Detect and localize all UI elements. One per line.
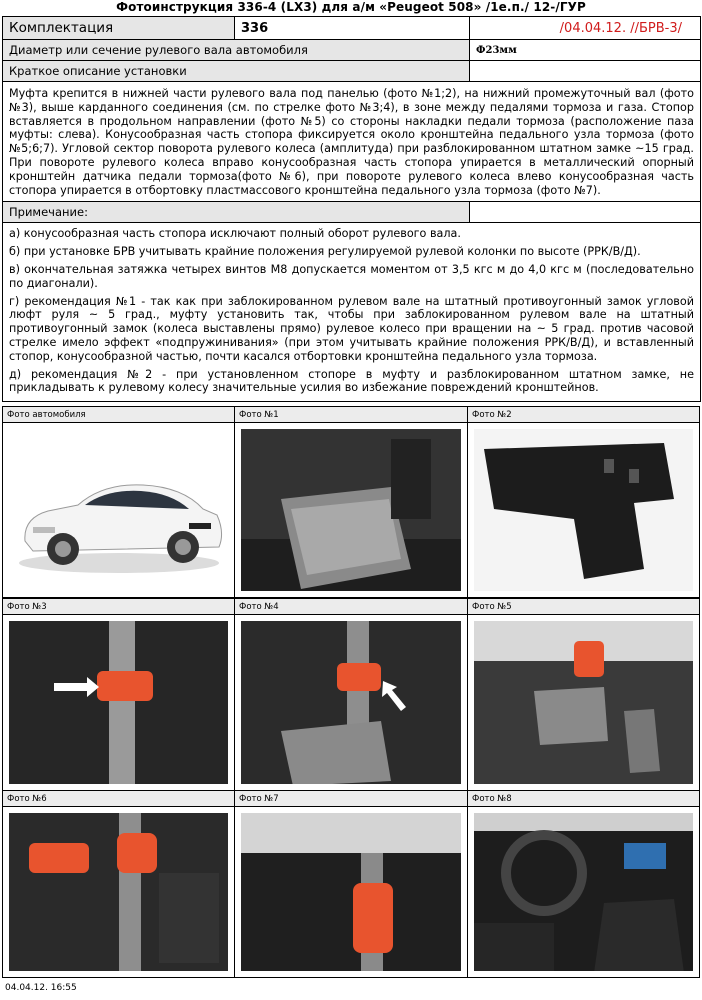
- caption-photo-2: Фото №2: [467, 406, 700, 423]
- stopper-image-7: [241, 813, 461, 971]
- caption-photo-7: Фото №7: [234, 790, 468, 807]
- note-b: б) при установке БРВ учитывать крайние положения регулируемой рулевой колонки по высоте (РРК/В/Д).: [9, 245, 641, 259]
- photo-car: [2, 422, 235, 598]
- shaft-image-4: [241, 621, 461, 784]
- note-a: а) конусообразная часть стопора исключают полный оборот рулевого вала.: [9, 227, 461, 241]
- photo-2: [467, 422, 700, 598]
- caption-car: Фото автомобиля: [2, 406, 235, 423]
- interior-image-8: [474, 813, 693, 971]
- photo-1: [234, 422, 468, 598]
- photo-3: [2, 614, 235, 791]
- car-image: [3, 423, 234, 597]
- caption-photo-6: Фото №6: [2, 790, 235, 807]
- notes-label: Примечание:: [3, 202, 470, 223]
- note-c: в) окончательная затяжка четырех винтов М8 допускается моментом от 3,5 кгс м до 4,0 кгс м (последовательно по диагонали).: [9, 262, 694, 290]
- document-title: Фотоинструкция 336-4 (LX3) для а/м «Peugeot 508» /1е.п./ 12-/ГУР: [116, 0, 586, 14]
- stopper-image-6: [9, 813, 228, 971]
- caption-photo-8: Фото №8: [467, 790, 700, 807]
- photo-8: [467, 806, 700, 978]
- photo-7: [234, 806, 468, 978]
- photo-4: [234, 614, 468, 791]
- photo-6: [2, 806, 235, 978]
- config-value: 336: [235, 17, 470, 40]
- footer-timestamp: 04.04.12. 16:55: [5, 983, 77, 993]
- shaft-image-3: [9, 621, 228, 784]
- note-d: г) рекомендация №1 - так как при заблокированном рулевом вале на штатный противоугонный замок угловой люфт руля ~ 5 град., муфту установить так, чтобы при заблокированном рулевом вале на штатный противоугонный замок (колеса выставлены прямо) рулевое колесо при вращении на ~ 5 град. против часовой стрелке имело эффект «подпружинивания» (при этом учитывать крайние положения РРК/В/Д), и вставленный стопор, конусообразной частью, почти касался отбортовки кронштейна педального узла тормоза.: [9, 294, 694, 363]
- caption-photo-4: Фото №4: [234, 598, 468, 615]
- date-code: /04.04.12. //БРВ-3/: [470, 17, 701, 40]
- diameter-label: Диаметр или сечение рулевого вала автомобиля: [3, 40, 470, 61]
- caption-photo-3: Фото №3: [2, 598, 235, 615]
- pedal-image: [241, 429, 461, 591]
- description-text: Муфта крепится в нижней части рулевого вала под панелью (фото №1;2), на нижний промежуточный вал (фото №3), выше карданного соединения (см. по стрелке фото №3;4), в зоне между педалями тормоза и газа. Стопор вставляется в продольном направлении (фото №5) со стороны накладки педали тормоза (расположение паза муфты: слева). Конусообразная часть стопора фиксируется около кронштейна педального узла тормоза (фото №5;6;7). Угловой сектор поворота рулевого колеса (амплитуда) при разблокированном штатном замке ~15 град. При повороте рулевого колеса вправо конусообразная часть стопора упирается в металлический опорный кронштейн датчика педали тормоза(фото №6), при повороте рулевого колеса влево конусообразная часть стопора упирается в отбортовку пластмассового кронштейна педального узла тормоза (фото №7).: [3, 82, 701, 202]
- notes-body: [3, 223, 701, 402]
- caption-photo-1: Фото №1: [234, 406, 468, 423]
- note-e: д) рекомендация №2 - при установленном стопоре в муфту и разблокированном штатном замке, не прикладывать к рулевому колесу значительные усилия во избежание повреждений кронштейнов.: [9, 367, 694, 395]
- diameter-value: Ф23мм: [470, 40, 701, 61]
- info-table: [2, 16, 701, 402]
- caption-photo-5: Фото №5: [467, 598, 700, 615]
- config-label: Комплектация: [3, 17, 235, 40]
- bracket-image: [474, 429, 693, 591]
- description-label: Краткое описание установки: [3, 61, 470, 82]
- pedals-image-5: [474, 621, 693, 784]
- photo-5: [467, 614, 700, 791]
